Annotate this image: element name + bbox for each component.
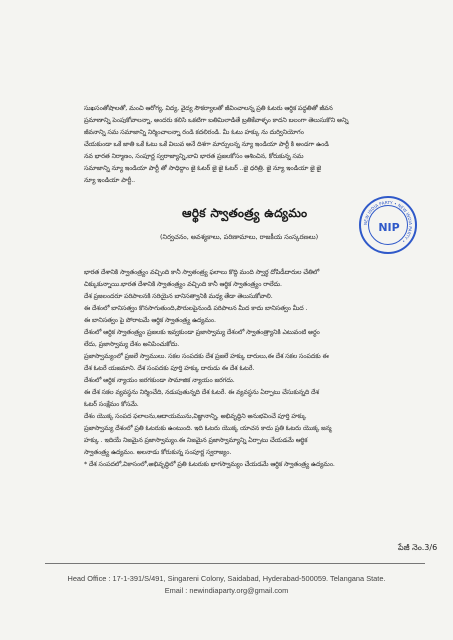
intro-line: చేయకుండా ఒకే జాతి ఒకే ఓటు ఒకే విలువ అనే దిశగా మార్పులన్న న్యూ ఇండియా పార్టీ కి అండగా ఉండి [84, 141, 329, 148]
page-number: పేజీ నెం.3/6 [398, 543, 438, 552]
body-line: హక్కు . ఇదియే నిజమైన ప్రజాస్వామ్యం.ఈ నిజమైన ప్రజాస్వామ్యాన్ని ఏర్పాటు చేయడమే ఆర్థిక [84, 437, 308, 444]
body-line: భారత దేశానికి స్వాతంత్ర్యం వచ్చింది కానీ స్వాతంత్ర్య ఫలాలు కొద్ది మంది స్వార్థ దోపిడీదారుల చేతిలో [84, 269, 320, 276]
body-line: ప్రజాస్వామ్య దేశంలో ప్రతి ఓటరుకు ఉంటుంది. ఇది ఓటరు యొక్క యాచన కాదు ప్రతి ఓటరు యొక్క జన్మ [84, 425, 332, 432]
intro-paragraph [84, 103, 432, 187]
intro-line: న్యూ ఇండియా పార్టీ.. [84, 177, 136, 184]
seal-logo-text: NIP [378, 221, 400, 234]
body-line: దేశ ప్రజలందరూ పరిపాలనకి సరియైన బానిసత్వానికి మధ్య తేడా తెలుసుకోవాలి. [84, 293, 273, 300]
section-subtitle: (నిర్వచనం, అవశ్యకాలు, పరిణామాలు, రాజకీయ సంస్కరణలు) [160, 233, 319, 241]
footer-address: Head Office : 17-1-391/S/491, Singareni Colony, Saidabad, Hyderabad-500059. Telangana State. [67, 574, 386, 583]
body-line: స్వాతంత్ర్య ఉద్యమం. అలనాడు కోరుకున్న సంపూర్ణ స్వరాజ్యం. [84, 449, 232, 456]
section-title: ఆర్థిక స్వాతంత్ర్య ఉద్యమం [182, 206, 308, 220]
footer-email: Email : newindiaparty.org@gmail.com [164, 586, 289, 595]
body-line: * దేశ సంపదలో,వికాసంలో,అభివృద్ధిలో ప్రతి ఓటరుకు భాగస్వామ్యం చేయడమే ఆర్థిక స్వాతంత్ర్య ఉద్యమం. [84, 461, 335, 468]
body-line: దేశం యొక్క సంపద ఫలాలను,ఆదాయమును,విజ్ఞానాన్ని, అభివృద్ధిని అనుభవించే పూర్తి హక్కు [84, 413, 307, 420]
intro-line: ప్రమాణాన్ని పెంపుకోవాలన్నా, అందరు కలిసి ఒకటిగా బతిమిలాడితే బ్రతికేవాళ్ళం కాదని బలంగా తెలుసుకొని అన్ని [84, 117, 349, 124]
body-line: ప్రజాస్వామ్యంలో ప్రజలే స్వాములు. సకల సంపదకు దేశ ప్రజలే హక్కు దారులు,ఈ దేశ సకల సంపదకు ఈ [84, 353, 329, 360]
body-line: దేశంలో ఆర్థిక స్వాతంత్ర్యం ప్రజలకు ఇవ్వకుండా ప్రజాస్వామ్య దేశంలో స్వాతంత్ర్యానికి ఎటువంటి అర్థం [84, 329, 320, 336]
body-line: ఈ దేశ సకల వ్యవస్థను నిర్మించేది, నడుపుతున్నది దేశ ఓటరే. ఈ వ్యవస్థను ఏర్పాటు చేసుకున్నది దేశ [84, 389, 319, 396]
intro-line: జీవనాన్ని సమ సమాజాన్ని నిర్మించాలన్నా రండి కదలిరండి. మీ ఓటు హక్కు ను దుర్వినియోగం [84, 129, 304, 136]
intro-line: సమాజాన్ని న్యూ ఇండియా పార్టీ తో సాధిద్దాం జై ఓటర్ జై జై ఓటర్ ..జై ధరిత్రి. జై న్యూ ఇండియా జై జై [84, 165, 322, 172]
intro-line: నవ భారత నిర్మాణం, సంపూర్ణ స్వరాజ్యాన్ని,బావి భారత ప్రజలకోసం ఆశించిన, కోరుకున్న సమ [84, 153, 304, 160]
body-line: దేశ ఓటరే యజమాని. దేశ సంపదకు పూర్తి హక్కు దారుడు ఈ దేశ ఓటరే. [84, 365, 255, 372]
body-line: ఈ బానిసత్వం పై పోరాటమే ఆర్థిక స్వాతంత్ర్య ఉద్యమం. [84, 317, 216, 324]
body-line: ఈ దేశంలో బానిసత్వం కొనసాగుతుంది,పౌరులపైనుండి పరిపాలన మీద కాదు బానిసత్వం మీద . [84, 305, 308, 312]
footer-divider [45, 563, 425, 564]
body-line: చిక్కుకున్నాయి.భారత దేశానికి స్వాతంత్ర్యం వచ్చింది కానీ ఆర్థిక స్వాతంత్ర్యం రాలేదు. [84, 281, 282, 288]
body-paragraphs [84, 267, 432, 471]
seal-inner-ring [368, 205, 408, 245]
body-line: ఓటర్ సంక్షేమం కోసమే. [84, 401, 139, 408]
svg-text:NEW INDIA PARTY • NEW INDIA PA: NEW INDIA PARTY • NEW INDIA PARTY • [362, 199, 414, 244]
body-line: లేదు, ప్రజాస్వామ్య దేశం అనిపించుకోదు. [84, 341, 180, 348]
body-line: దేశంలో ఆర్థిక న్యాయం జరగకుండా సామాజిక న్యాయం జరగదు. [84, 377, 235, 384]
party-seal-stamp [359, 196, 417, 254]
intro-line: సుఖసంతోషాలతో, మంచి ఆరోగ్య, విద్య, వైద్య సౌకర్యాలతో జీవించాలన్న ప్రతి ఓటరు ఆర్థిక పద్ధతితో జీవన [84, 105, 333, 112]
